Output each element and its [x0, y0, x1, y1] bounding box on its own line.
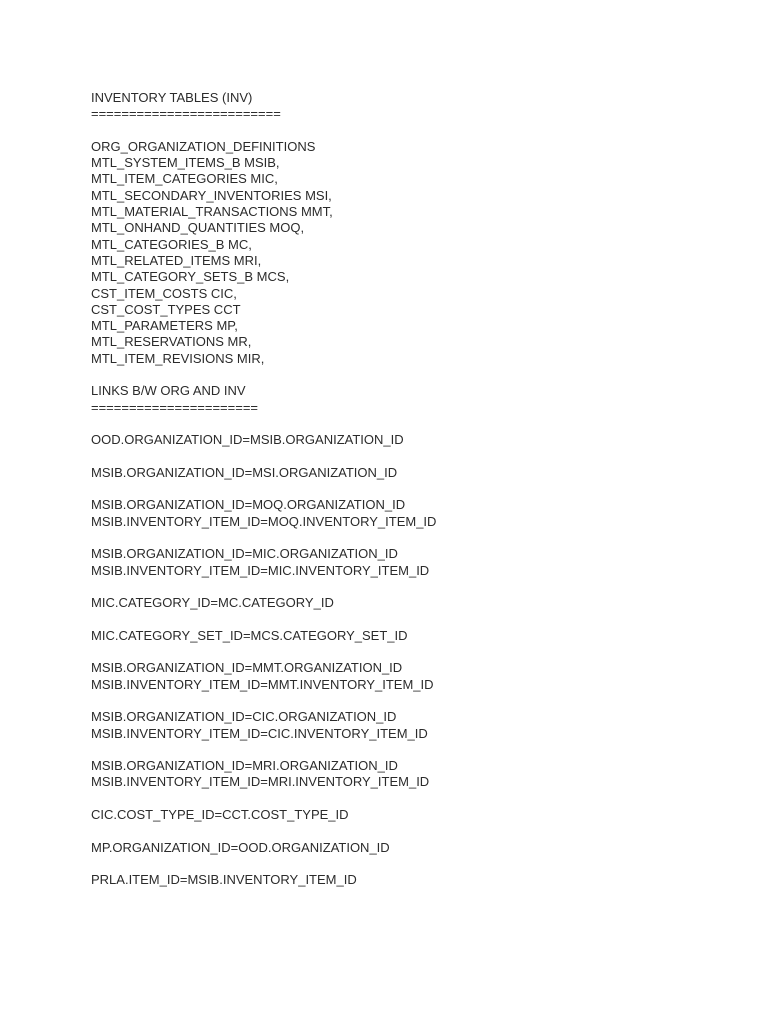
spacer [91, 416, 691, 432]
join-condition: CIC.COST_TYPE_ID=CCT.COST_TYPE_ID [91, 807, 349, 823]
table-list-item: MTL_MATERIAL_TRANSACTIONS MMT, [91, 204, 333, 220]
table-list-item: CST_COST_TYPES CCT [91, 301, 241, 317]
table-list-item: MTL_RELATED_ITEMS MRI, [91, 252, 262, 268]
join-condition: MSIB.ORGANIZATION_ID=MMT.ORGANIZATION_ID [91, 660, 403, 676]
spacer [91, 693, 691, 709]
table-list-item: MTL_SECONDARY_INVENTORIES MSI, [91, 187, 332, 203]
spacer [91, 742, 691, 758]
join-condition: MSIB.ORGANIZATION_ID=MSI.ORGANIZATION_ID [91, 464, 398, 480]
table-list-item: CST_ITEM_COSTS CIC, [91, 285, 237, 301]
join-condition: MIC.CATEGORY_SET_ID=MCS.CATEGORY_SET_ID [91, 627, 408, 643]
spacer [91, 791, 691, 807]
table-list-item: MTL_ITEM_REVISIONS MIR, [91, 350, 265, 366]
join-condition: MSIB.INVENTORY_ITEM_ID=MMT.INVENTORY_ITEM_ID [91, 676, 434, 692]
table-list-item: MTL_SYSTEM_ITEMS_B MSIB, [91, 155, 280, 171]
table-list-item: MTL_RESERVATIONS MR, [91, 334, 252, 350]
join-condition: MIC.CATEGORY_ID=MC.CATEGORY_ID [91, 595, 334, 611]
link-list [91, 432, 691, 888]
table-list-item: MTL_ONHAND_QUANTITIES MOQ, [91, 220, 305, 236]
join-condition: MSIB.ORGANIZATION_ID=MOQ.ORGANIZATION_ID [91, 497, 406, 513]
join-condition: MSIB.ORGANIZATION_ID=MRI.ORGANIZATION_ID [91, 758, 398, 774]
join-condition: MP.ORGANIZATION_ID=OOD.ORGANIZATION_ID [91, 839, 390, 855]
join-condition: PRLA.ITEM_ID=MSIB.INVENTORY_ITEM_ID [91, 872, 357, 888]
join-condition: MSIB.INVENTORY_ITEM_ID=MOQ.INVENTORY_ITEM_ID [91, 513, 437, 529]
section-title: INVENTORY TABLES (INV) [91, 90, 253, 105]
spacer [91, 579, 691, 595]
join-condition: MSIB.ORGANIZATION_ID=CIC.ORGANIZATION_ID [91, 709, 397, 725]
table-list-item: MTL_CATEGORY_SETS_B MCS, [91, 269, 290, 285]
join-condition: OOD.ORGANIZATION_ID=MSIB.ORGANIZATION_ID [91, 432, 404, 448]
table-list-item: MTL_CATEGORIES_B MC, [91, 236, 252, 252]
document-body [91, 90, 691, 889]
spacer [91, 530, 691, 546]
table-list [91, 139, 691, 367]
links-underline: ====================== [91, 399, 259, 415]
table-list-item: MTL_ITEM_CATEGORIES MIC, [91, 171, 278, 187]
spacer [91, 856, 691, 872]
spacer [91, 481, 691, 497]
join-condition: MSIB.INVENTORY_ITEM_ID=MRI.INVENTORY_ITEM_ID [91, 774, 430, 790]
join-condition: MSIB.ORGANIZATION_ID=MIC.ORGANIZATION_ID [91, 546, 398, 562]
spacer [91, 123, 691, 139]
table-list-item: ORG_ORGANIZATION_DEFINITIONS [91, 138, 316, 154]
spacer [91, 823, 691, 839]
spacer [91, 367, 691, 383]
spacer [91, 644, 691, 660]
title-underline: ========================= [91, 106, 281, 122]
join-condition: MSIB.INVENTORY_ITEM_ID=CIC.INVENTORY_ITEM_ID [91, 725, 428, 741]
spacer [91, 612, 691, 628]
spacer [91, 449, 691, 465]
table-list-item: MTL_PARAMETERS MP, [91, 318, 238, 334]
links-heading: LINKS B/W ORG AND INV [91, 383, 246, 399]
join-condition: MSIB.INVENTORY_ITEM_ID=MIC.INVENTORY_ITEM_ID [91, 562, 430, 578]
